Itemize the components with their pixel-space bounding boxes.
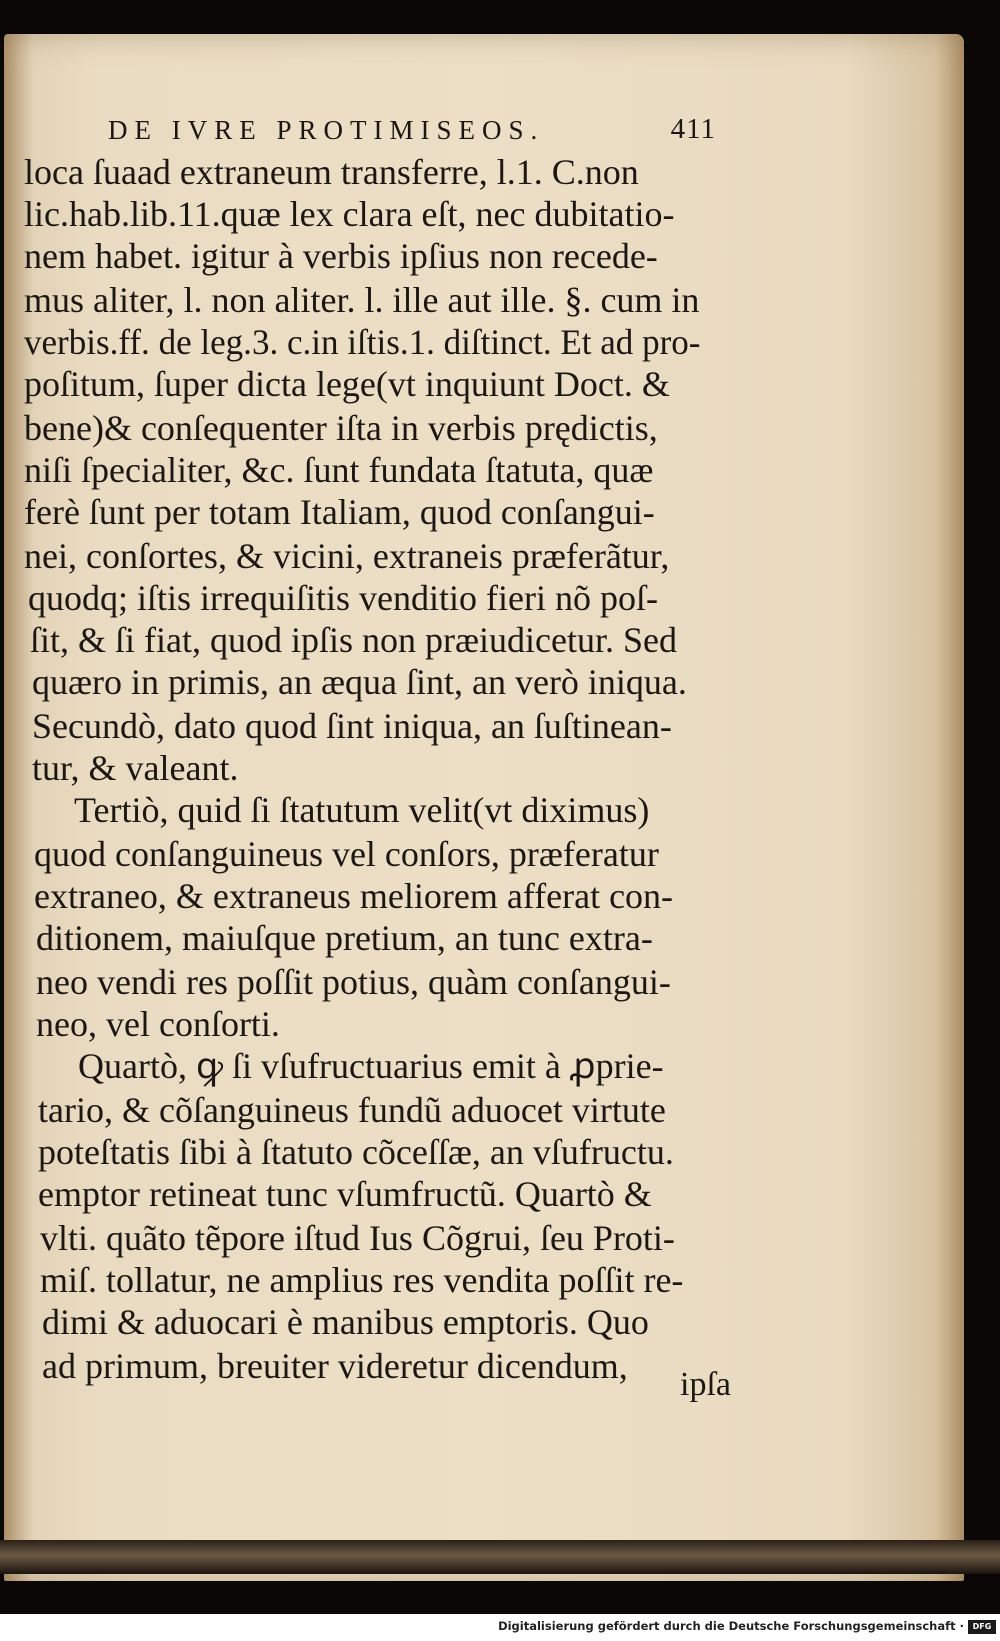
text-line: mus aliter, l. non aliter. l. ille aut ille. §. cum in — [24, 280, 700, 320]
text-line: bene)& conſequenter iſta in verbis prędictis, — [24, 408, 658, 448]
text-line: lic.hab.lib.11.quæ lex clara eſt, nec dubitatio- — [24, 194, 675, 234]
text-line: ad primum, breuiter videretur dicendum, — [42, 1346, 628, 1386]
funding-notice: Digitalisierung gefördert durch die Deutsche Forschungsgemeinschaft · — [498, 1619, 964, 1633]
text-line: dimi & aduocari è manibus emptoris. Quo — [42, 1302, 649, 1342]
text-line: vlti. quãto tẽpore iſtud Ius Cõgrui, ſeu Proti- — [40, 1218, 675, 1258]
text-line: ſit, & ſi fiat, quod ipſis non præiudicetur. Sed — [30, 620, 677, 660]
text-line: neo, vel conſorti. — [36, 1004, 280, 1044]
text-line: tario, & cõſanguineus fundũ aduocet virtute — [38, 1090, 666, 1130]
dfg-logo-icon: DFG — [968, 1620, 996, 1634]
text-line: Tertiò, quid ſi ſtatutum velit(vt diximus) — [74, 790, 650, 830]
text-line: emptor retineat tunc vſumfructũ. Quartò & — [38, 1174, 652, 1214]
text-line: extraneo, & extraneus meliorem afferat con- — [34, 876, 674, 916]
text-line: neo vendi res poſſit potius, quàm conſangui- — [36, 962, 671, 1002]
text-line: poſitum, ſuper dicta lege(vt inquiunt Doct. & — [24, 364, 670, 404]
text-line: ferè ſunt per totam Italiam, quod conſangui- — [24, 492, 655, 532]
text-line: verbis.ff. de leg.3. c.in iſtis.1. diſtinct. Et ad pro- — [24, 322, 701, 362]
text-line: nem habet. igitur à verbis ipſius non recede- — [24, 236, 658, 276]
text-line: quæro in primis, an æqua ſint, an verò iniqua. — [32, 662, 687, 702]
page-bottom-edge — [0, 1540, 1000, 1574]
text-line: quodq; iſtis irrequiſitis venditio fieri nõ poſ- — [28, 578, 658, 618]
running-header-title: DE IVRE PROTIMISEOS. — [108, 115, 545, 145]
text-line: tur, & valeant. — [32, 748, 239, 788]
text-line: miſ. tollatur, ne amplius res vendita poſſit re- — [40, 1260, 684, 1300]
digitization-footer — [0, 1614, 1000, 1641]
text-line: ditionem, maiuſque pretium, an tunc extra- — [36, 918, 653, 958]
text-line: poteſtatis ſibi à ſtatuto cõceſſæ, an vſufructu. — [38, 1132, 674, 1172]
text-line: niſi ſpecialiter, &c. ſunt fundata ſtatuta, quæ — [24, 450, 654, 490]
text-line: nei, conſortes, & vicini, extraneis præferãtur, — [24, 536, 670, 576]
text-line: Quartò, ꝙ ſi vſufructuarius emit à ꝓprie- — [78, 1046, 664, 1086]
text-line: quod conſanguineus vel conſors, præferatur — [34, 834, 659, 874]
catchword: ipſa — [680, 1366, 731, 1403]
text-line: loca ſuaad extraneum transferre, l.1. C.non — [24, 152, 639, 192]
text-line: Secundò, dato quod ſint iniqua, an ſuſtinean- — [32, 706, 672, 746]
page-number: 411 — [670, 113, 716, 145]
